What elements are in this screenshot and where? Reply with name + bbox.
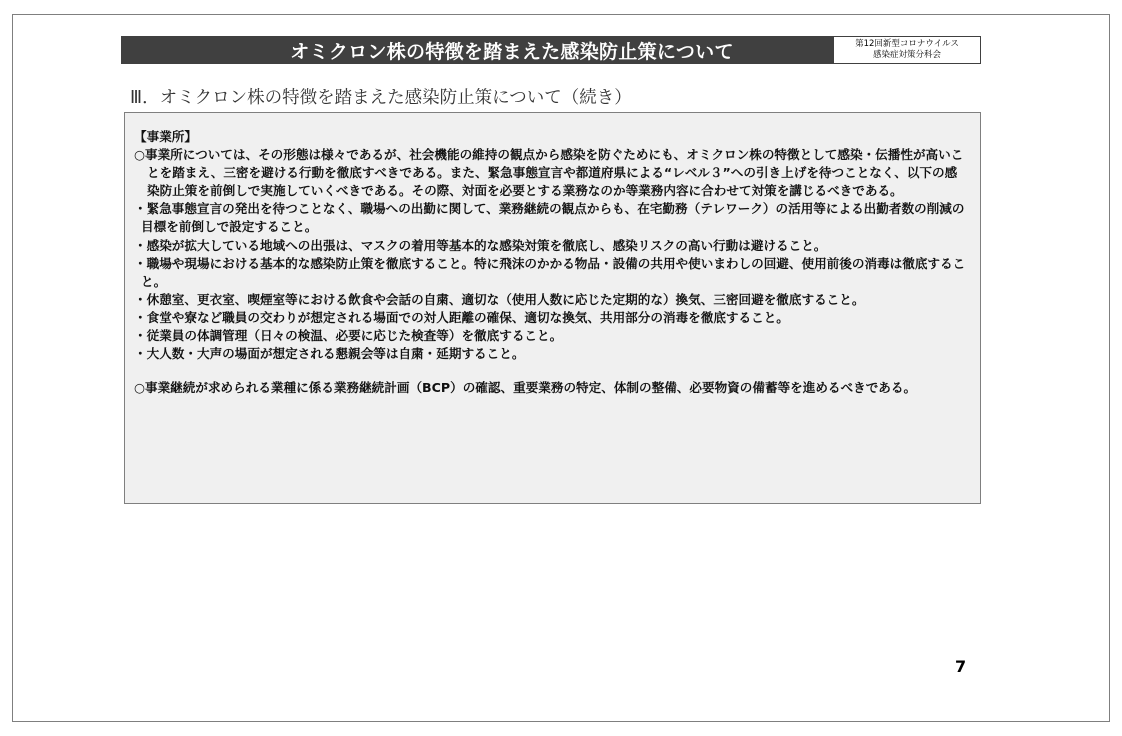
bullet-item: ・食堂や寮など職員の交わりが想定される場面での対人距離の確保、適切な換気、共用部分の消毒を徹底すること。: [134, 309, 789, 325]
bullet-item: ・休憩室、更衣室、喫煙室等における飲食や会話の自粛、適切な（使用人数に応じた定期的な）換気、三密回避を徹底すること。: [134, 291, 865, 307]
bullet-item: ・大人数・大声の場面が想定される懇親会等は自粛・延期すること。: [134, 346, 525, 362]
bullet-item: ・職場や現場における基本的な感染防止策を徹底すること。特に飛沫のかかる物品・設備の共用や使いまわしの回避、使用前後の消毒は徹底すること。: [134, 255, 966, 289]
spacer: [134, 363, 968, 379]
section-subtitle: Ⅲ．オミクロン株の特徴を踏まえた感染防止策について（続き）: [130, 88, 632, 108]
page-number: 7: [955, 657, 967, 676]
meeting-label-line2: 感染症対策分科会: [872, 50, 941, 60]
paragraph-workplace: ○事業所については、その形態は様々であるが、社会機能の維持の観点から感染を防ぐためにも、オミクロン株の特徴として感染・伝播性が高いことを踏まえ、三密を避ける行動を徹底すべきである。また、緊急事態宣言や都道府県による“レベル３”への引き上げを待つことなく、以下の感染防止策を前倒しで実施していくべきである。その際、対面を必要とする業務なのか等業務内容に合わせて対策を講じるべきである。: [134, 147, 964, 199]
content-box: [124, 112, 981, 504]
bullet-item: ・感染が拡大している地域への出張は、マスクの着用等基本的な感染対策を徹底し、感染リスクの高い行動は避けること。: [134, 237, 827, 253]
slide-title-bar: [121, 36, 833, 64]
meeting-label-line1: 第12回新型コロナウイルス: [855, 39, 959, 49]
paragraph-bcp: ○事業継続が求められる業種に係る業務継続計画（BCP）の確認、重要業務の特定、体制の整備、必要物資の備蓄等を進めるべきである。: [134, 380, 917, 396]
bullet-item: ・従業員の体調管理（日々の検温、必要に応じた検査等）を徹底すること。: [134, 328, 563, 344]
slide-title: オミクロン株の特徴を踏まえた感染防止策について: [290, 40, 734, 63]
meeting-label-box: [833, 36, 981, 64]
section-heading: 【事業所】: [134, 129, 197, 144]
bullet-item: ・緊急事態宣言の発出を待つことなく、職場への出勤に関して、業務継続の観点からも、在宅勤務（テレワーク）の活用等による出勤者数の削減の目標を前倒しで設定すること。: [134, 201, 965, 235]
